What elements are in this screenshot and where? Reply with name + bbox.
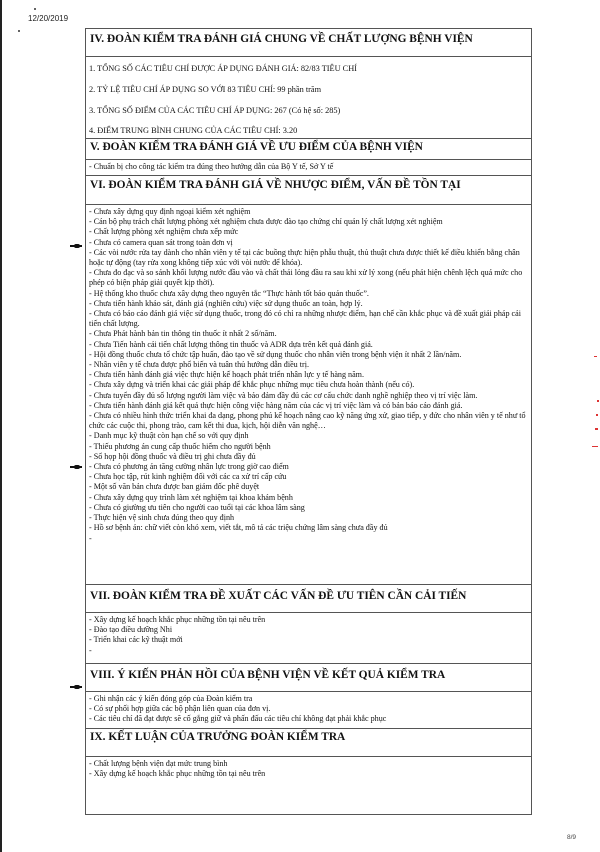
list-item: - Chưa tuyển đầy đủ số lượng người làm việc và bảo đảm đầy đủ các cơ cấu chức danh nghề nghiệp theo vị trí việc làm. — [89, 390, 478, 400]
section-6-body — [86, 205, 531, 585]
list-item: - Chưa có phương án tăng cường nhân lực trong giờ cao điểm — [89, 462, 289, 472]
evaluation-form — [85, 28, 532, 815]
list-item: - Chưa có báo cáo đánh giá việc sử dụng thuốc, trong đó có chỉ ra những nhược điểm, hạn chế cần khắc phục và đề xuất giải pháp cải tiến chất lượng. — [89, 309, 521, 329]
red-annotation-mark — [595, 428, 598, 430]
list-item: - Hồ sơ bệnh án: chữ viết còn khó xem, viết tắt, mô tả các triệu chứng lâm sàng chưa đầy đủ — [89, 523, 388, 533]
list-item: - Hệ thống kho thuốc chưa xây dựng theo nguyên tắc “Thực hành tốt bảo quản thuốc”. — [89, 288, 369, 298]
section-7-body — [86, 613, 531, 664]
list-item: - Chưa đo đạc và so sánh khối lượng nước đầu vào và chất thải lỏng đầu ra sau khi xử lý xong (nếu phát hiện chênh lệch quá mức cho phép có biện pháp giải quyết kịp thời). — [89, 268, 523, 288]
list-item: - Thiếu phương án cung cấp thuốc hiếm cho người bệnh — [89, 441, 271, 451]
list-item: - — [89, 533, 92, 543]
list-item: - Chưa có giường ưu tiên cho người cao tuổi tại các khoa lâm sàng — [89, 502, 305, 512]
list-item: - Chuẩn bị cho công tác kiểm tra đúng theo hướng dẫn của Bộ Y tế, Sở Y tế — [89, 162, 334, 171]
red-annotation-mark — [592, 446, 598, 447]
stat-total-score: 3. TỔNG SỐ ĐIỂM CỦA CÁC TIÊU CHÍ ÁP DỤNG: 267 (Có hệ số: 285) — [89, 106, 341, 115]
list-item: - Chưa tiến hành đánh giá kết quả thực hiện công việc hàng năm của các vị trí việc làm và có bản báo cáo đánh giá. — [89, 400, 463, 410]
stat-average-score: 4. ĐIỂM TRUNG BÌNH CHUNG CỦA CÁC TIÊU CHÍ: 3.20 — [89, 126, 298, 135]
red-annotation-mark — [597, 400, 599, 402]
scan-speck — [34, 8, 36, 10]
list-item: - Các vòi nước rửa tay dành cho nhân viên y tế tại các buồng thực hiện phẫu thuật, thủ thuật chưa được thiết kế điều khiển bằng chân hoặc tự động (tay rửa xong không tiếp xúc với vòi nước để khóa). — [89, 247, 520, 268]
list-item: - Xây dựng kế hoạch khắc phục những tồn tại nêu trên — [89, 769, 266, 779]
page-left-edge — [0, 0, 2, 852]
list-item: - Triển khai các kỹ thuật mới — [89, 635, 183, 645]
list-item: - Chưa xây dựng quy định ngoại kiểm xét nghiệm — [89, 207, 251, 216]
page-number: 8/9 — [567, 834, 577, 841]
list-item: - Có sự phối hợp giữa các bộ phận liên quan của đơn vị. — [89, 704, 271, 714]
list-item: - Chưa có camera quan sát trong toàn đơn vị — [89, 237, 233, 247]
list-item: - Chưa Tiến hành cải tiến chất lượng thông tin thuốc và ADR dựa trên kết quả đánh giá. — [89, 339, 373, 349]
section-5-body — [86, 160, 531, 176]
margin-marker — [70, 466, 82, 468]
section-7-title: VII. ĐOÀN KIỂM TRA ĐỀ XUẤT CÁC VẤN ĐỀ ƯU TIÊN CẦN CẢI TIẾN — [86, 585, 531, 613]
print-date: 12/20/2019 — [28, 14, 69, 23]
list-item: - Chưa học tập, rút kinh nghiệm đối với các ca xử trí cấp cứu — [89, 472, 287, 482]
list-item: - Chất lượng phòng xét nghiệm chưa xếp mức — [89, 227, 239, 237]
list-item: - Chất lượng bệnh viện đạt mức trung bình — [89, 759, 228, 768]
stat-total-criteria: 1. TỔNG SỐ CÁC TIÊU CHÍ ĐƯỢC ÁP DỤNG ĐÁNH GIÁ: 82/83 TIÊU CHÍ — [89, 64, 357, 73]
list-item: - Cán bộ phụ trách chất lượng phòng xét nghiệm chưa được đào tạo chứng chỉ quản lý chất lượng xét nghiệm — [89, 217, 443, 227]
red-annotation-mark — [596, 414, 598, 416]
section-4-title: IV. ĐOÀN KIỂM TRA ĐÁNH GIÁ CHUNG VỀ CHẤT LƯỢNG BỆNH VIỆN — [86, 29, 531, 57]
list-item: - Chưa xây dựng quy trình làm xét nghiệm tại khoa khám bệnh — [89, 492, 293, 502]
section-9-body — [86, 757, 531, 781]
list-item: - Chưa xây dựng và triển khai các giải pháp để khắc phục những mục tiêu chưa hoàn thành (nếu có). — [89, 380, 415, 390]
list-item: - Chưa tiến hành khảo sát, đánh giá (nghiên cứu) việc sử dụng thuốc an toàn, hợp lý. — [89, 298, 363, 308]
section-6-title: VI. ĐOÀN KIỂM TRA ĐÁNH GIÁ VỀ NHƯỢC ĐIỂM, VẤN ĐỀ TỒN TẠI — [86, 176, 531, 205]
list-item: - Ghi nhận các ý kiến đóng góp của Đoàn kiểm tra — [89, 694, 253, 703]
stat-criteria-ratio: 2. TỶ LỆ TIÊU CHÍ ÁP DỤNG SO VỚI 83 TIÊU CHÍ: 99 phần trăm — [89, 85, 322, 94]
red-annotation-mark — [594, 356, 597, 357]
list-item: - Nhân viên y tế chưa được phổ biến và tuân thủ hướng dẫn điều trị. — [89, 360, 309, 370]
section-9-title: IX. KẾT LUẬN CỦA TRƯỞNG ĐOÀN KIỂM TRA — [86, 729, 531, 757]
list-item: - Đào tạo điều dưỡng Nhi — [89, 625, 173, 635]
section-8-title: VIII. Ý KIẾN PHẢN HỒI CỦA BỆNH VIỆN VỀ KẾT QUẢ KIỂM TRA — [86, 664, 531, 692]
section-4-body — [86, 57, 531, 138]
list-item: - Một số văn bản chưa được ban giám đốc phê duyệt — [89, 482, 260, 492]
list-item: - Hội đồng thuốc chưa tổ chức tập huấn, đào tạo về sử dụng thuốc cho nhân viên trong bệnh viện ít nhất 2 lần/năm. — [89, 349, 462, 359]
list-item: - Sổ họp hội đồng thuốc và điều trị ghi chưa đầy đủ — [89, 451, 256, 461]
list-item: - Chưa có nhiều hình thức triển khai đa dạng, phong phú kế hoạch nâng cao kỹ năng ứng xử, giao tiếp, y đức cho nhân viên y tế như tổ chức các cuộc thi, phong trào, cam kết thi đua, kịch, hội diễn văn nghệ… — [89, 411, 526, 431]
section-8-body — [86, 692, 531, 729]
list-item: - Các tiêu chí đã đạt được sẽ cố gắng giữ và phấn đấu các tiêu chí không đạt phải khắc phục — [89, 714, 387, 724]
scan-speck — [18, 30, 20, 32]
list-item: - Danh mục kỹ thuật còn hạn chế so với quy định — [89, 431, 249, 441]
section-5-title: V. ĐOÀN KIỂM TRA ĐÁNH GIÁ VỀ ƯU ĐIỂM CỦA BỆNH VIỆN — [86, 138, 531, 160]
list-item: - Thực hiện vệ sinh chưa đúng theo quy định — [89, 513, 235, 523]
list-item: - Xây dựng kế hoạch khắc phục những tồn tại nêu trên — [89, 615, 266, 624]
margin-marker — [70, 686, 82, 688]
list-item: - Chưa Phát hành bản tin thông tin thuốc ít nhất 2 số/năm. — [89, 329, 277, 339]
margin-marker — [70, 245, 82, 247]
list-item: - Chưa tiến hành đánh giá việc thực hiện kế hoạch phát triển nhân lực y tế hàng năm. — [89, 370, 364, 380]
list-item: - — [89, 645, 92, 655]
